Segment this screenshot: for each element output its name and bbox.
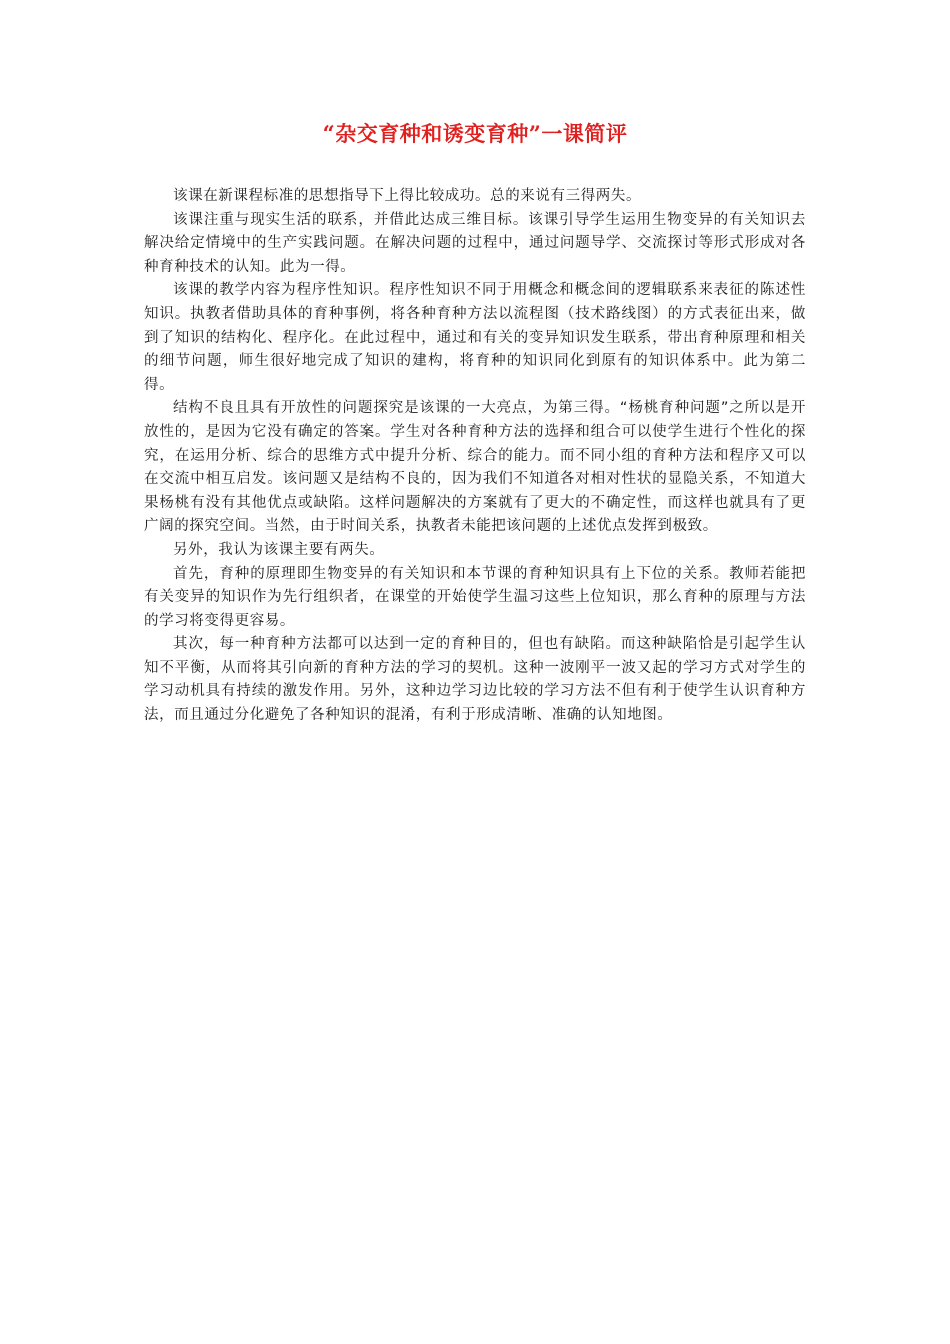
- paragraph-second-merit: 该课的教学内容为程序性知识。程序性知识不同于用概念和概念间的逻辑联系来表征的陈述性知识。执教者借助具体的育种事例，将各种育种方法以流程图（技术路线图）的方式表征出来，做到了知识的结构化、程序化。在此过程中，通过和有关的变异知识发生联系，带出育种原理和相关的细节问题，师生很好地完成了知识的建构，将育种的知识同化到原有的知识体系中。此为第二得。: [144, 282, 806, 393]
- paragraph-intro: 该课在新课程标准的思想指导下上得比较成功。总的来说有三得两失。: [173, 188, 642, 204]
- document-title: “杂交育种和诱变育种”一课简评: [322, 121, 628, 146]
- paragraph-shortcomings-intro: 另外，我认为该课主要有两失。: [173, 541, 385, 558]
- paragraph-third-merit: 结构不良且具有开放性的问题探究是该课的一大亮点，为第三得。“杨桃育种问题”之所以是开放性的，是因为它没有确定的答案。学生对各种育种方法的选择和组合可以使学生进行个性化的探究，在运用分析、综合的思维方式中提升分析、综合的能力。而不同小组的育种方法和程序又可以在交流中相互启发。该问题又是结构不良的，因为我们不知道各对相对性状的显隐关系，不知道大果杨桃有没有其他优点或缺陷。这样问题解决的方案就有了更大的不确定性，而这样也就具有了更广阔的探究空间。当然，由于时间关系，执教者未能把该问题的上述优点发挥到极致。: [144, 400, 806, 535]
- paragraph-second-shortcoming: 其次，每一种育种方法都可以达到一定的育种目的，但也有缺陷。而这种缺陷恰是引起学生认知不平衡，从而将其引向新的育种方法的学习的契机。这种一波刚平一波又起的学习方式对学生的学习动机具有持续的激发作用。另外，这种边学习边比较的学习方法不但有利于使学生认识育种方法，而且通过分化避免了各种知识的混淆，有利于形成清晰、准确的认知地图。: [144, 636, 806, 724]
- paragraph-first-merit: 该课注重与现实生活的联系，并借此达成三维目标。该课引导学生运用生物变异的有关知识去解决给定情境中的生产实践问题。在解决问题的过程中，通过问题导学、交流探讨等形式形成对各种育种技术的认知。此为一得。: [144, 211, 806, 275]
- document-body: [144, 185, 806, 728]
- paragraph-first-shortcoming: 首先，育种的原理即生物变异的有关知识和本节课的育种知识具有上下位的关系。教师若能把有关变异的知识作为先行组织者，在课堂的开始使学生温习这些上位知识，那么育种的原理与方法的学习将变得更容易。: [144, 565, 806, 629]
